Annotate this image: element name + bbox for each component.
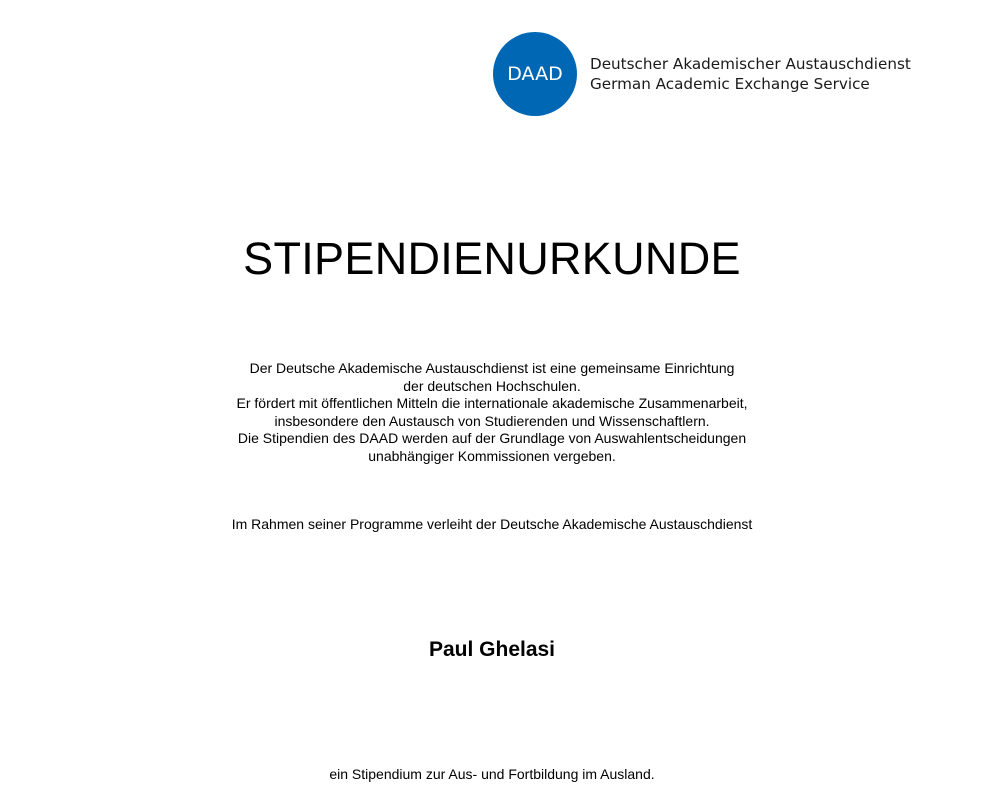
intro-paragraph xyxy=(0,360,984,465)
intro-line: der deutschen Hochschulen. xyxy=(403,377,581,394)
daad-logo xyxy=(493,32,911,116)
daad-logo-mark: DAAD xyxy=(493,32,577,116)
recipient-name: Paul Ghelasi xyxy=(428,638,556,661)
intro-line: unabhängiger Kommissionen vergeben. xyxy=(368,447,616,464)
intro-line: insbesondere den Austausch von Studierenden und Wissenschaftlern. xyxy=(274,412,710,429)
intro-line: Der Deutsche Akademische Austauschdienst ist eine gemeinsame Einrichtung xyxy=(249,360,735,376)
daad-logo-text xyxy=(590,54,911,94)
logo-line-english: German Academic Exchange Service xyxy=(590,75,870,93)
award-statement: ein Stipendium zur Aus- und Fortbildung im Ausland. xyxy=(329,766,655,782)
logo-line-german: Deutscher Akademischer Austauschdienst xyxy=(590,55,911,73)
intro-line: Die Stipendien des DAAD werden auf der Grundlage von Auswahlentscheidungen xyxy=(237,430,747,446)
certificate-title: STIPENDIENURKUNDE xyxy=(243,233,741,284)
intro-line: Er fördert mit öffentlichen Mitteln die internationale akademische Zusammenarbeit, xyxy=(236,395,748,411)
program-statement: Im Rahmen seiner Programme verleiht der Deutsche Akademische Austauschdienst xyxy=(231,516,753,532)
